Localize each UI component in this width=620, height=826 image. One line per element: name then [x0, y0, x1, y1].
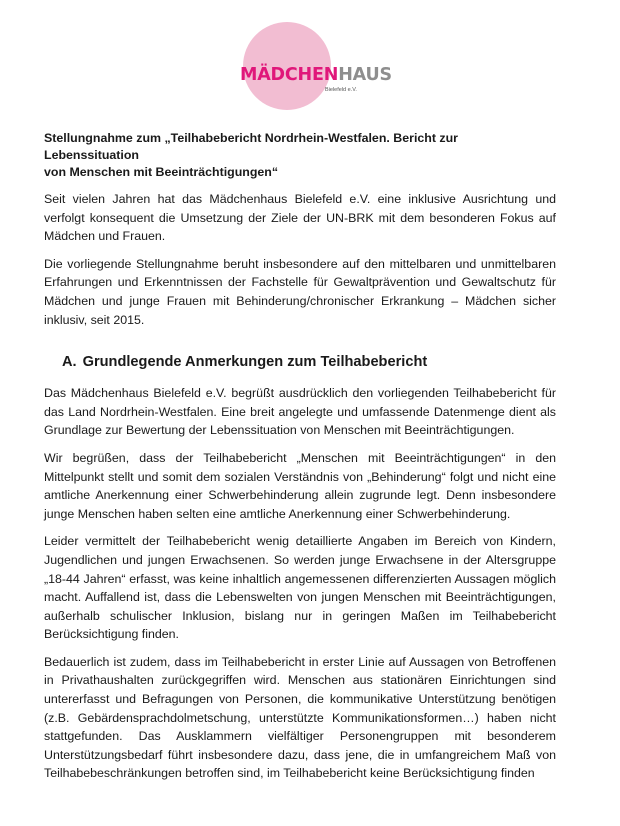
logo-word-part1: MÄDCHEN — [240, 65, 339, 85]
section-a-paragraph: Das Mädchenhaus Bielefeld e.V. begrüßt ausdrücklich den vorliegenden Teilhabebericht für das Land Nordrhein-Westfalen. Eine breit angelegte und umfassende Datenmenge dient als Grundlage zur Bewertung der Lebenssituation von Menschen mit Beeinträchtigungen. — [44, 386, 556, 438]
section-a-number: A. — [62, 354, 77, 371]
logo-wordmark — [240, 64, 392, 86]
section-a-paragraph: Wir begrüßen, dass der Teilhabebericht „Menschen mit Beeinträchtigungen“ in den Mittelpunkt stellt und somit dem sozialen Verständnis von „Behinderung“ folgt und nicht eine amtliche Anerkennung einer Schwerbehinderung allein zugrunde legt. Denn insbesondere junge Menschen haben selten eine amtliche Anerkennung einer Schwerbehinderung. — [44, 450, 556, 521]
logo-word-part2: HAUS — [338, 65, 392, 85]
intro-paragraph: Seit vielen Jahren hat das Mädchenhaus Bielefeld e.V. eine inklusive Ausrichtung und verfolgt konsequent die Umsetzung der Ziele der UN-BRK mit dem besonderen Fokus auf Mädchen und Frauen. — [44, 192, 556, 244]
statement-title-line2: von Menschen mit Beeinträchtigungen“ — [44, 165, 279, 179]
section-a-heading — [62, 352, 556, 372]
document-body — [44, 130, 556, 792]
statement-title — [44, 130, 556, 181]
statement-title-line1: Stellungnahme zum „Teilhabebericht Nordrhein-Westfalen. Bericht zur Lebenssituation — [44, 131, 458, 162]
intro-paragraph: Die vorliegende Stellungnahme beruht insbesondere auf den mittelbaren und unmittelbaren Erfahrungen und Erkenntnissen der Fachstelle für Gewaltprävention und Gewaltschutz für Mädchen und junge Frauen mit Behinderung/chronischer Erkrankung – Mädchen sicher inklusiv, seit 2015. — [44, 256, 556, 327]
section-a-paragraph: Leider vermittelt der Teilhabebericht wenig detaillierte Angaben im Bereich von Kindern, Jugendlichen und jungen Erwachsenen. So werden junge Erwachsene in der Altersgruppe „18-44 Jahren“ erfasst, was keine inhaltlich angemessenen differenzierten Aussagen möglich macht. Auffallend ist, dass die Lebenswelten von jungen Menschen mit Beeinträchtigungen, außerhalb schulischer Inklusion, bislang nur in geringen Maßen im Teilhabebericht Berücksichtigung finden. — [44, 534, 556, 642]
section-a-title: Grundlegende Anmerkungen zum Teilhabebericht — [82, 354, 428, 371]
maedchenhaus-logo — [232, 22, 392, 112]
section-a-paragraph: Bedauerlich ist zudem, dass im Teilhabebericht in erster Linie auf Aussagen von Betroffenen in Privathaushalten zurückgegriffen wird. Menschen aus stationären Einrichtungen sind untererfasst und Befragungen von Personen, die kommunikative Unterstützung benötigen (z.B. Gebärdensprachdolmetschung, unterstützte Kommunikationsformen…) haben nicht stattgefunden. Das Ausklammern vielfältiger Personengruppen mit besonderem Unterstützungsbedarf führt insbesondere dazu, dass jene, die in umfangreichem Maß von Teilhabebeschränkungen betroffen sind, im Teilhabebericht keine Berücksichtigung finden — [44, 654, 556, 781]
logo-subtitle: Bielefeld e.V. — [325, 87, 357, 93]
